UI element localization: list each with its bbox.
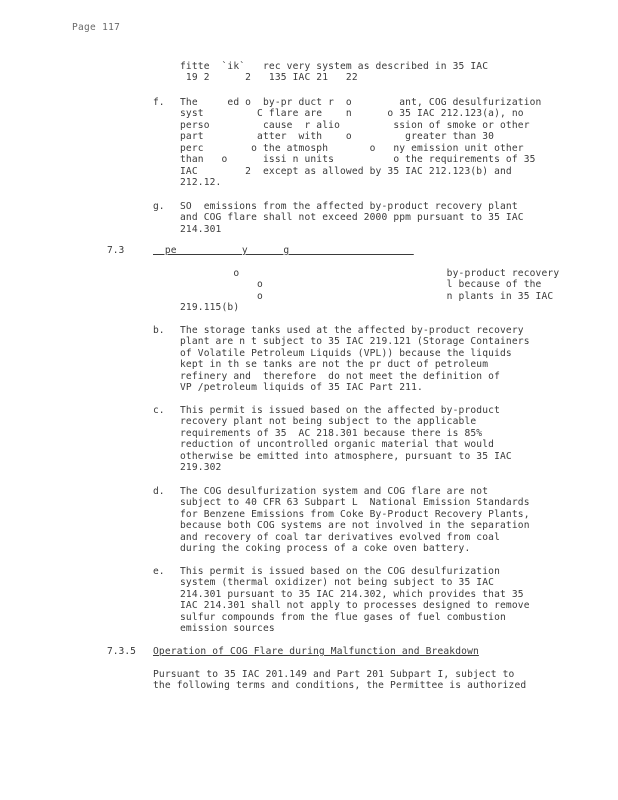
text-line: o by-product recovery [180, 268, 560, 279]
text-line: This permit is issued based on the COG desulfurization [180, 566, 500, 577]
text-line: This permit is issued based on the affected by-product [180, 405, 500, 416]
text-line: The COG desulfurization system and COG flare are not [180, 486, 489, 497]
text-line: than o issi n units o the requirements of 35 [180, 154, 536, 166]
text-line: of Volatile Petroleum Liquids (VPL)) because the liquids [180, 347, 512, 359]
text-line: 212.12. [180, 177, 222, 189]
text-line: plant are n t subject to 35 IAC 219.121 (Storage Containers [180, 336, 530, 348]
text-line: 19 2 2 135 IAC 21 22 [180, 72, 358, 84]
text-line: and recovery of coal tar derivatives evolved from coal [180, 531, 500, 543]
text-line: part atter with o greater than 30 [180, 131, 495, 143]
text-line: IAC 214.301 shall not apply to processes designed to remove [180, 600, 530, 612]
text-line: subject to 40 CFR 63 Subpart L National Emission Standards [180, 497, 530, 509]
text-line: o n plants in 35 IAC [180, 290, 554, 302]
text-line: for Benzene Emissions from Coke By-Product Recovery Plants, [180, 508, 530, 520]
text-line: The ed o by-pr duct r o ant, COG desulfurization [180, 97, 542, 108]
text-line: system (thermal oxidizer) not being subject to 35 IAC [180, 577, 495, 589]
text-line: refinery and therefore do not meet the definition of [180, 370, 500, 382]
text-line: the following terms and conditions, the Permittee is authorized [153, 680, 527, 692]
text-line: requirements of 35 AC 218.301 because there is 85% [180, 427, 483, 439]
text-line: kept in th se tanks are not the pr duct of petroleum [180, 359, 489, 371]
block-label: 7.3 [107, 245, 125, 256]
text-line: IAC 2 except as allowed by 35 IAC 212.123(b) and [180, 165, 512, 177]
page-number: Page 117 [72, 22, 121, 33]
text-line: because both COG systems are not involved in the separation [180, 520, 530, 532]
text-line: and COG flare shall not exceed 2000 ppm pursuant to 35 IAC [180, 212, 524, 224]
text-line: recovery plant not being subject to the applicable [180, 416, 477, 428]
block-label: d. [153, 486, 165, 497]
text-line: 219.302 [180, 462, 222, 474]
text-line: sulfur compounds from the flue gases of fuel combustion [180, 611, 506, 623]
text-line: Operation of COG Flare during Malfunction and Breakdown [153, 646, 479, 657]
text-line: 214.301 [180, 223, 222, 235]
text-line: Pursuant to 35 IAC 201.149 and Part 201 Subpart I, subject to [153, 669, 515, 680]
text-line: fitte `ik` rec very system as described in 35 IAC [180, 61, 489, 72]
text-line: otherwise be emitted into atmosphere, pursuant to 35 IAC [180, 450, 512, 462]
text-line: perc o the atmosph o ny emission unit other [180, 142, 524, 154]
text-line: VP /petroleum liquids of 35 IAC Part 211. [180, 382, 423, 394]
block-label: f. [153, 97, 165, 108]
text-line: pe y g [153, 245, 414, 256]
text-line: perso cause r alio ssion of smoke or other [180, 119, 530, 131]
block-label: e. [153, 566, 165, 577]
text-line: syst C flare are n o 35 IAC 212.123(a), no [180, 108, 524, 120]
text-line: o l because of the [180, 279, 542, 291]
text-line: during the coking process of a coke oven battery. [180, 543, 471, 555]
text-line: SO emissions from the affected by-product recovery plant [180, 201, 518, 212]
block-label: g. [153, 201, 165, 212]
text-line: 214.301 pursuant to 35 IAC 214.302, which provides that 35 [180, 588, 524, 600]
block-label: c. [153, 405, 165, 416]
text-line: 219.115(b) [180, 302, 240, 314]
block-label: b. [153, 325, 165, 336]
block-label: 7.3.5 [107, 646, 136, 657]
text-line: reduction of uncontrolled organic material that would [180, 439, 495, 451]
text-line: The storage tanks used at the affected by-product recovery [180, 325, 524, 336]
text-line: emission sources [180, 623, 275, 635]
